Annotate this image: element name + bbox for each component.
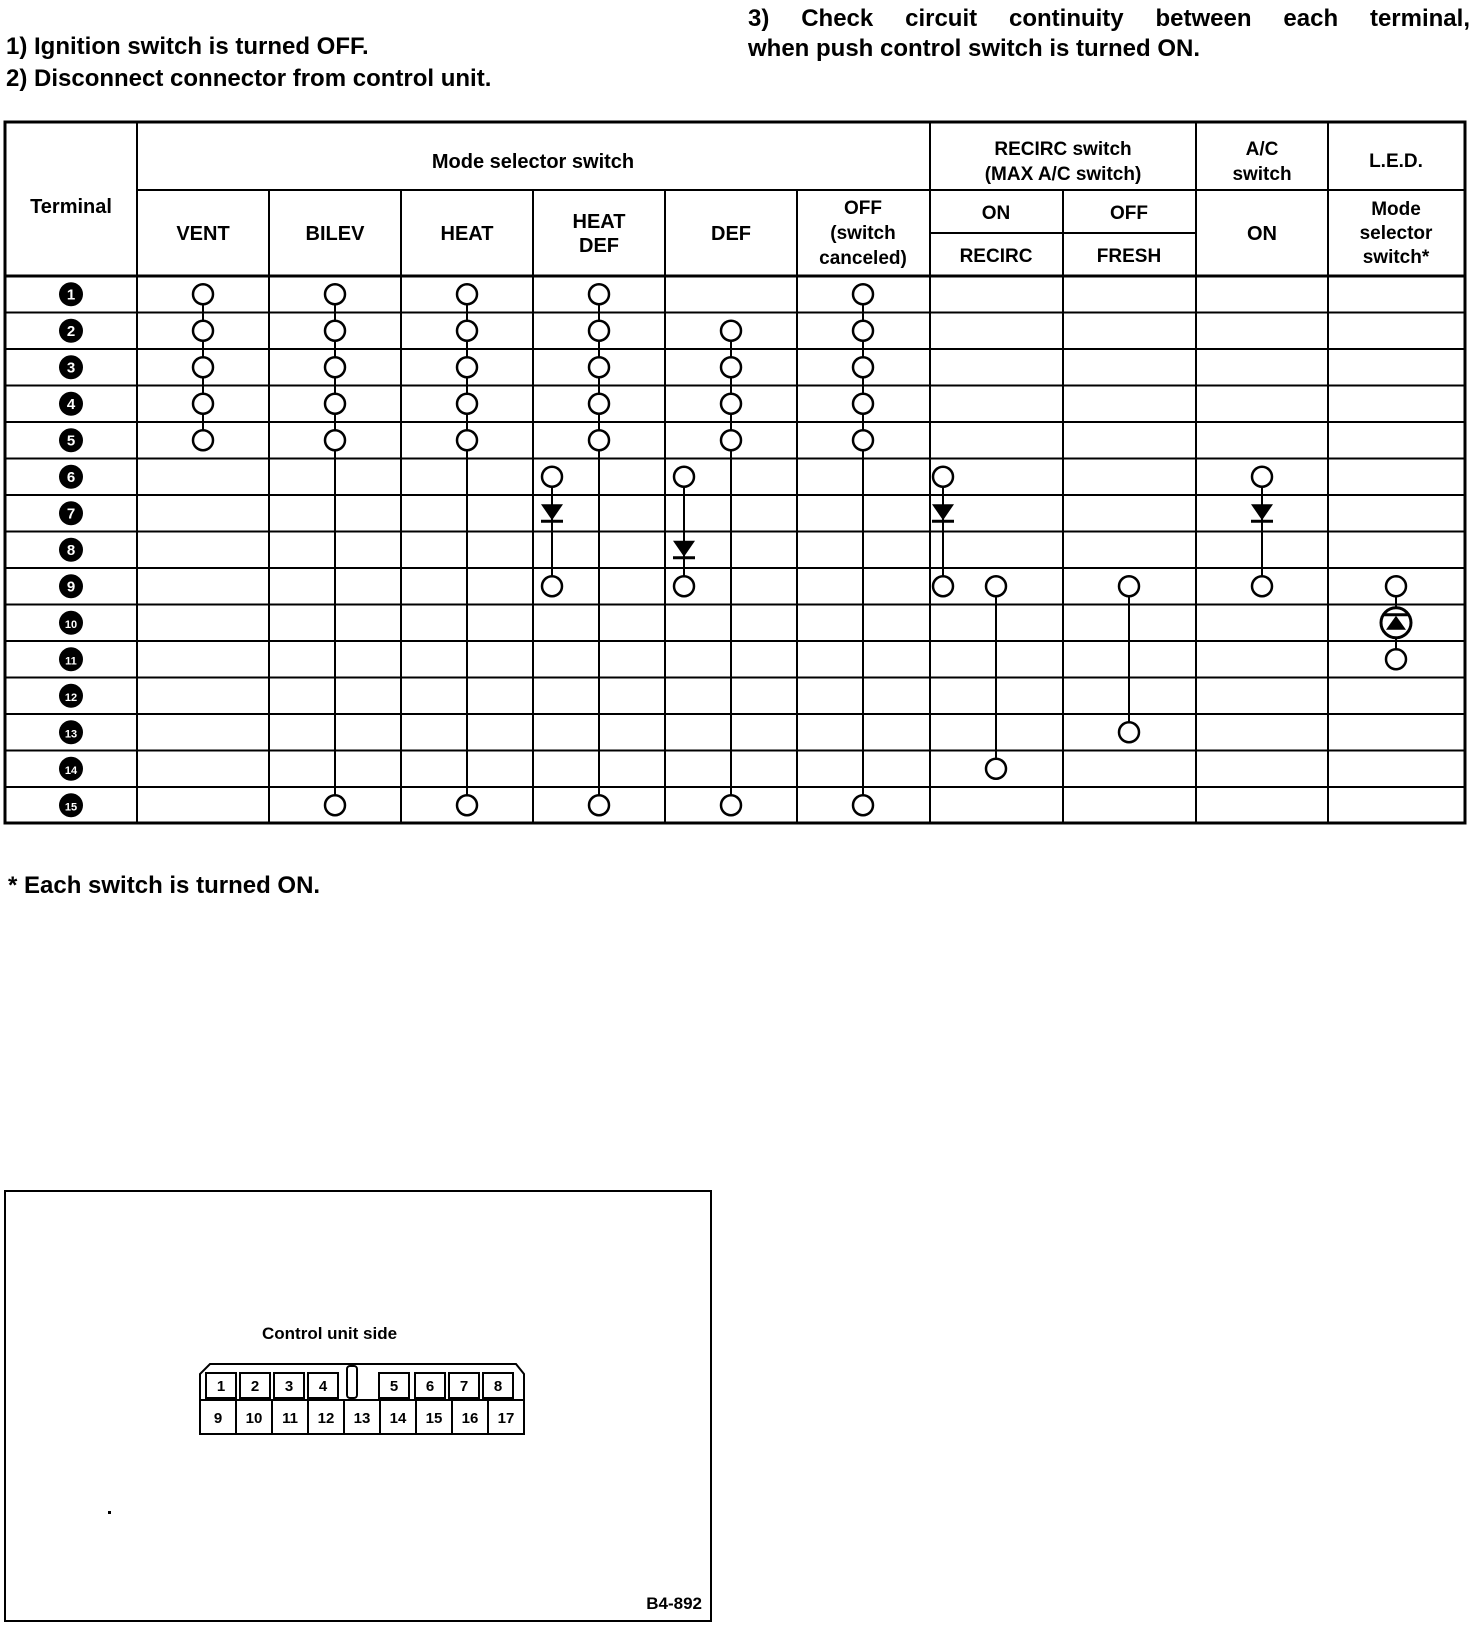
continuity-node: [853, 321, 873, 341]
terminal-number: 9: [66, 578, 76, 596]
continuity-node: [325, 430, 345, 450]
terminal-number: 7: [66, 505, 76, 523]
continuity-node: [325, 394, 345, 414]
continuity-node: [721, 430, 741, 450]
continuity-node: [1252, 576, 1272, 596]
col-led-line-3: switch*: [1362, 247, 1430, 268]
continuity-node: [721, 321, 741, 341]
terminal-number: 1: [66, 286, 76, 304]
terminal-number: 11: [65, 655, 77, 668]
continuity-node: [325, 795, 345, 815]
col-recirc-off: OFF: [1110, 203, 1148, 224]
connector-pin-label: 13: [353, 1410, 371, 1427]
continuity-node: [853, 795, 873, 815]
connector-pin-label: 7: [459, 1378, 469, 1395]
terminal-number: 8: [66, 541, 76, 559]
mode-selector-header: Mode selector switch: [431, 151, 635, 173]
col-fresh: FRESH: [1096, 246, 1162, 267]
terminal-number: 10: [64, 618, 78, 631]
col-off-line-3: canceled): [819, 248, 907, 269]
continuity-node: [589, 284, 609, 304]
terminal-number: 2: [66, 322, 76, 340]
continuity-node: [986, 759, 1006, 779]
continuity-node: [325, 321, 345, 341]
col-def: DEF: [711, 223, 751, 245]
col-heat: HEAT: [440, 223, 494, 245]
continuity-node: [193, 394, 213, 414]
connector-pin-label: 11: [282, 1410, 298, 1427]
ac-header-line-2: switch: [1232, 164, 1292, 185]
figure-code: B4-892: [646, 1594, 702, 1613]
connector-title: Control unit side: [262, 1324, 398, 1343]
connector-pin-label: 17: [497, 1410, 515, 1427]
connector-pin-label: 8: [493, 1378, 503, 1395]
diode-symbol: [1251, 504, 1273, 520]
terminal-number: 6: [66, 468, 76, 486]
continuity-node: [589, 394, 609, 414]
continuity-node: [721, 357, 741, 377]
continuity-node: [457, 394, 477, 414]
continuity-node: [325, 284, 345, 304]
continuity-node: [986, 576, 1006, 596]
connector-pin-label: 2: [250, 1378, 260, 1395]
col-led-line-1: Mode: [1371, 199, 1421, 220]
continuity-node: [853, 430, 873, 450]
continuity-node: [542, 576, 562, 596]
terminal-number: 15: [64, 801, 78, 814]
continuity-node: [193, 321, 213, 341]
col-off-line-2: (switch: [830, 223, 896, 244]
continuity-node: [193, 357, 213, 377]
terminal-number: 14: [64, 764, 78, 777]
terminal-number: 4: [66, 395, 76, 413]
continuity-node: [933, 467, 953, 487]
col-vent: VENT: [176, 223, 230, 245]
diode-symbol: [541, 504, 563, 520]
col-bilev: BILEV: [305, 223, 365, 245]
recirc-header-line-1: RECIRC switch: [994, 139, 1132, 160]
continuity-node: [1119, 722, 1139, 742]
col-ac-on: ON: [1247, 223, 1277, 245]
continuity-node: [1386, 649, 1406, 669]
continuity-node: [457, 795, 477, 815]
continuity-node: [853, 357, 873, 377]
connector-pin-label: 4: [318, 1378, 328, 1395]
continuity-node: [589, 321, 609, 341]
connector-panel: [4, 1190, 712, 1622]
connector-pin-label: 15: [425, 1410, 443, 1427]
continuity-node: [589, 795, 609, 815]
continuity-node: [674, 467, 694, 487]
led-header: L.E.D.: [1369, 151, 1423, 172]
connector-pin-label: 1: [216, 1378, 226, 1395]
continuity-node: [721, 795, 741, 815]
continuity-node: [589, 430, 609, 450]
step-1: 1) Ignition switch is turned OFF.: [6, 33, 369, 60]
ac-header-line-1: A/C: [1245, 139, 1279, 160]
terminal-header: Terminal: [30, 196, 112, 218]
diode-symbol: [932, 504, 954, 520]
continuity-node: [193, 284, 213, 304]
col-heat-def-line-1: HEAT: [572, 211, 626, 233]
continuity-node: [853, 284, 873, 304]
col-led-line-2: selector: [1359, 223, 1433, 244]
terminal-number: 12: [64, 691, 78, 704]
continuity-node: [933, 576, 953, 596]
connector-pin-label: 6: [425, 1378, 435, 1395]
continuity-node: [457, 284, 477, 304]
continuity-node: [853, 394, 873, 414]
step-3-line-1: 3) Check circuit continuity between each terminal,: [748, 5, 1470, 32]
col-recirc-on: ON: [981, 203, 1011, 224]
continuity-node: [1386, 576, 1406, 596]
terminal-number: 3: [66, 359, 76, 377]
connector-pin-label: 5: [389, 1378, 399, 1395]
col-off-line-1: OFF: [844, 198, 882, 219]
connector-pin-label: 16: [461, 1410, 479, 1427]
connector-pin-label: 3: [284, 1378, 294, 1395]
connector-key-slot: [347, 1366, 357, 1398]
connector-pin-label: 10: [245, 1410, 263, 1427]
connector-pin-label: 12: [317, 1410, 335, 1427]
recirc-header-line-2: (MAX A/C switch): [984, 164, 1142, 185]
continuity-node: [457, 357, 477, 377]
step-3-line-2: when push control switch is turned ON.: [748, 35, 1201, 62]
step-2: 2) Disconnect connector from control unit.: [6, 65, 492, 92]
continuity-node: [457, 321, 477, 341]
col-heat-def-line-2: DEF: [579, 235, 619, 257]
continuity-node: [1119, 576, 1139, 596]
continuity-node: [589, 357, 609, 377]
connector-top-outline: [200, 1364, 524, 1400]
continuity-node: [721, 394, 741, 414]
continuity-node: [542, 467, 562, 487]
continuity-node: [193, 430, 213, 450]
continuity-node: [457, 430, 477, 450]
col-recirc: RECIRC: [959, 246, 1033, 267]
continuity-node: [1252, 467, 1272, 487]
footnote: * Each switch is turned ON.: [8, 872, 321, 899]
continuity-node: [674, 576, 694, 596]
terminal-number: 13: [64, 728, 78, 741]
terminal-number: 5: [66, 432, 76, 450]
connector-pin-label: 9: [213, 1410, 223, 1427]
connector-diagram: [6, 1192, 710, 1620]
connector-pin-label: 14: [389, 1410, 407, 1427]
continuity-node: [325, 357, 345, 377]
diode-symbol: [673, 541, 695, 557]
